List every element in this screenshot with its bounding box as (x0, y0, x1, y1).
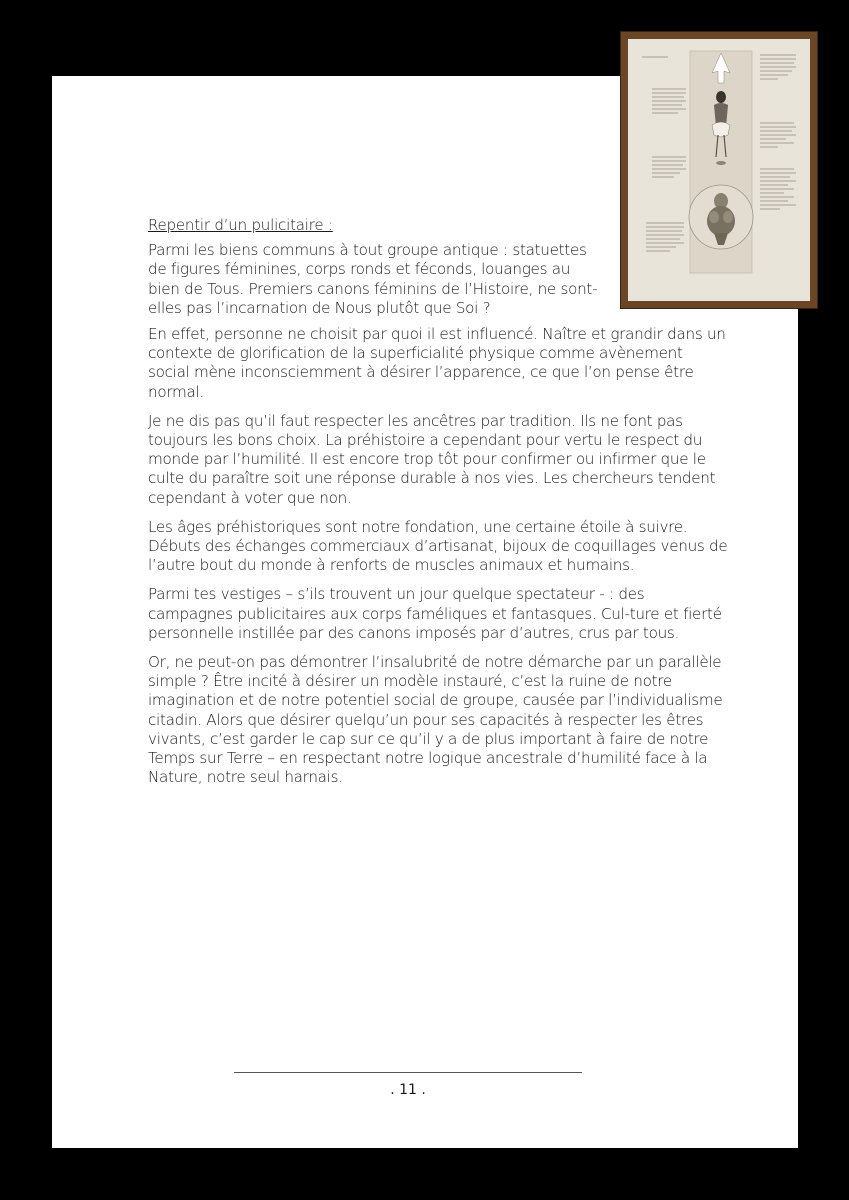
article-body (148, 216, 728, 797)
paragraph-3: Je ne dis pas qu’il faut respecter les ancêtres par tradition. Ils ne font pas toujours les bons choix. La préhistoire a cependant pour vertu le respect du monde par l’humilité. Il est encore trop tôt pour confirmer ou infirmer que le culte du paraître soit une réponse durable à nos vies. Les chercheurs tendent cependant à voter que non. (148, 411, 716, 507)
footer-divider (234, 1072, 582, 1073)
paragraph-6: Or, ne peut-on pas démontrer l’insalubrité de notre démarche par un parallèle simple ? Être incité à désirer un modèle instauré, c’est la ruine de notre imagination et de notre potentiel social de groupe, causée par l’individualisme citadin. Alors que désirer quelqu’un pour ses capacités à respecter les êtres vivants, c’est garder le cap sur ce qu’il y a de plus important à faire de notre Temps sur Terre – en respectant notre logique ancestrale d’humilité face à la Nature, notre seul harnais. (148, 653, 723, 787)
paragraph-1: Parmi les biens communs à tout groupe antique : statuettes de figures féminines, corps ronds et féconds, louanges au bien de Tous. Premiers canons féminins de l’Histoire, ne sont-elles pas l’incarnation de Nous plutôt que Soi ? (148, 241, 598, 317)
paragraph-5: Parmi tes vestiges – s’ils trouvent un jour quelque spectateur - : des campagnes publicitaires aux corps faméliques et fantasques. Cul-ture et fierté personnelle instillée par des canons imposés par d’autres, crus par tous. (148, 585, 722, 642)
paragraph-2: En effet, personne ne choisit par quoi il est influencé. Naître et grandir dans un contexte de glorification de la superficialité physique comme avènement social mène inconsciemment à désirer l’apparence, ce que l’on pense être normal. (148, 325, 726, 401)
article-heading: Repentir d’un pulicitaire : (148, 216, 333, 234)
page-number: . 11 . (390, 1082, 426, 1098)
paragraph-4: Les âges préhistoriques sont notre fondation, une certaine étoile à suivre. Débuts des échanges commerciaux d’artisanat, bijoux de coquillages venus de l’autre bout du monde à renforts de muscles animaux et humains. (148, 517, 728, 575)
